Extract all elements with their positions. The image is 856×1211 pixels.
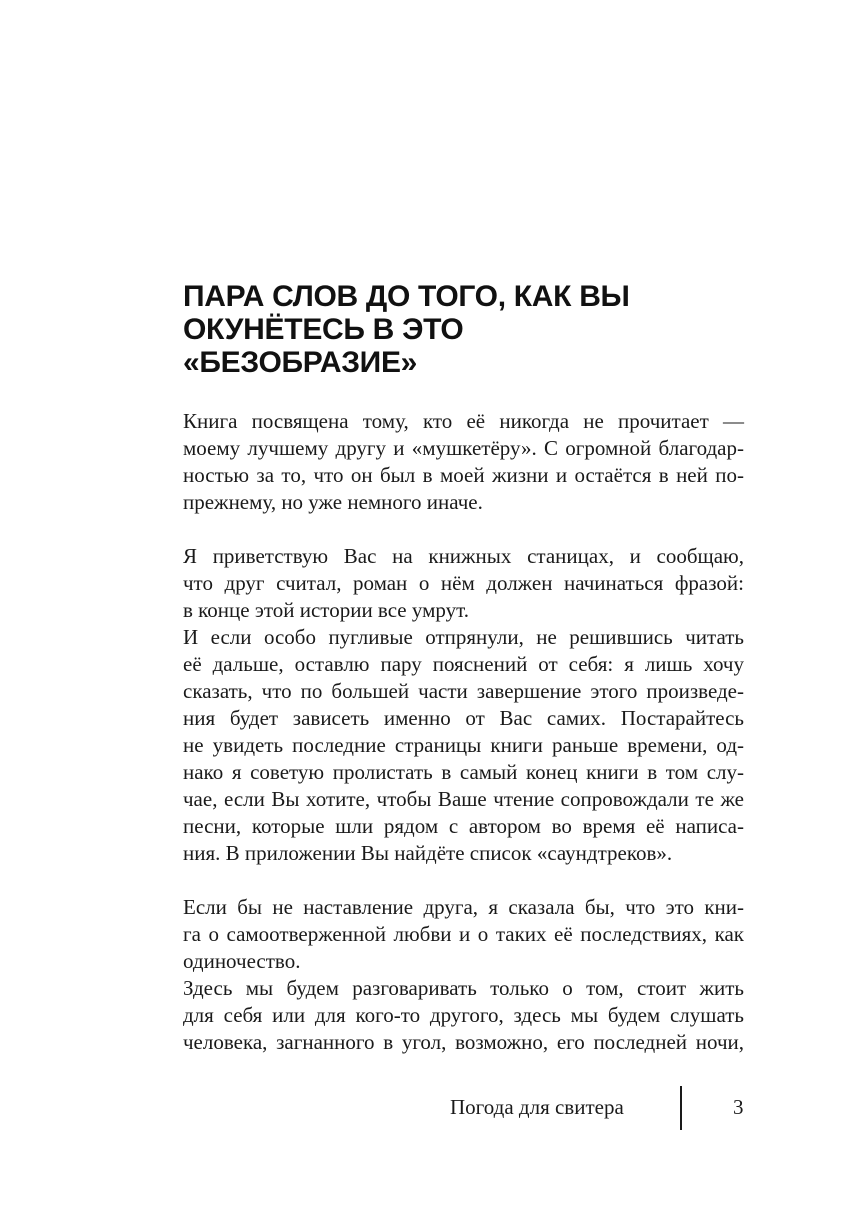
text-line: моему лучшему другу и «мушкетёру». С огромной благодар-: [183, 436, 744, 460]
footer-divider: [680, 1086, 682, 1130]
text-line: не увидеть последние страницы книги раньше времени, од-: [183, 733, 744, 757]
text-line: нако я советую пролистать в самый конец книги в том слу-: [183, 760, 744, 784]
text-line: в конце этой истории все умрут.: [183, 598, 469, 622]
text-line: что друг считал, роман о нём должен начинаться фразой:: [183, 571, 744, 595]
chapter-heading: [183, 280, 683, 379]
heading-line: ОКУНЁТЕСЬ В ЭТО: [183, 313, 464, 346]
text-line: Я приветствую Вас на книжных станицах, и сообщаю,: [183, 544, 744, 568]
text-line: песни, которые шли рядом с автором во время её написа-: [183, 814, 744, 838]
text-line: одиночество.: [183, 949, 301, 973]
text-line: Если бы не наставление друга, я сказала бы, что это кни-: [183, 895, 744, 919]
paragraph-gap: [146, 867, 744, 894]
paragraph-love: [146, 894, 744, 975]
text-line: И если особо пугливые отпрянули, не решившись читать: [183, 625, 744, 649]
paragraph-gap: [146, 516, 744, 543]
text-line: прежнему, но уже немного иначе.: [183, 490, 483, 514]
text-line: ния. В приложении Вы найдёте список «саундтреков».: [183, 841, 673, 865]
paragraph-topics: [146, 975, 744, 1056]
body-text: [146, 408, 744, 1056]
paragraph-explanation: [146, 624, 744, 867]
text-line: ностью за то, что он был в моей жизни и остаётся в ней по-: [183, 463, 744, 487]
text-line: человека, загнанного в угол, возможно, его последней ночи,: [183, 1030, 744, 1054]
paragraph-greeting: [146, 543, 744, 624]
text-line: га о самоотверженной любви и о таких её последствиях, как: [183, 922, 744, 946]
text-line: для себя или для кого-то другого, здесь мы будем слушать: [183, 1003, 744, 1027]
text-line: сказать, что по большей части завершение этого произведе-: [183, 679, 744, 703]
page-number: 3: [733, 1095, 744, 1119]
text-line: чае, если Вы хотите, чтобы Ваше чтение сопровождали те же: [183, 787, 744, 811]
text-line: её дальше, оставлю пару пояснений от себя: я лишь хочу: [183, 652, 744, 676]
text-line: Книга посвящена тому, кто её никогда не прочитает —: [183, 409, 744, 433]
heading-line: «БЕЗОБРАЗИЕ»: [183, 346, 418, 379]
paragraph-dedication: [146, 408, 744, 516]
text-line: ния будет зависеть именно от Вас самих. Постарайтесь: [183, 706, 744, 730]
running-footer-title: Погода для свитера: [450, 1095, 624, 1119]
heading-line: ПАРА СЛОВ ДО ТОГО, КАК ВЫ: [183, 280, 630, 313]
text-line: Здесь мы будем разговаривать только о том, стоит жить: [183, 976, 744, 1000]
